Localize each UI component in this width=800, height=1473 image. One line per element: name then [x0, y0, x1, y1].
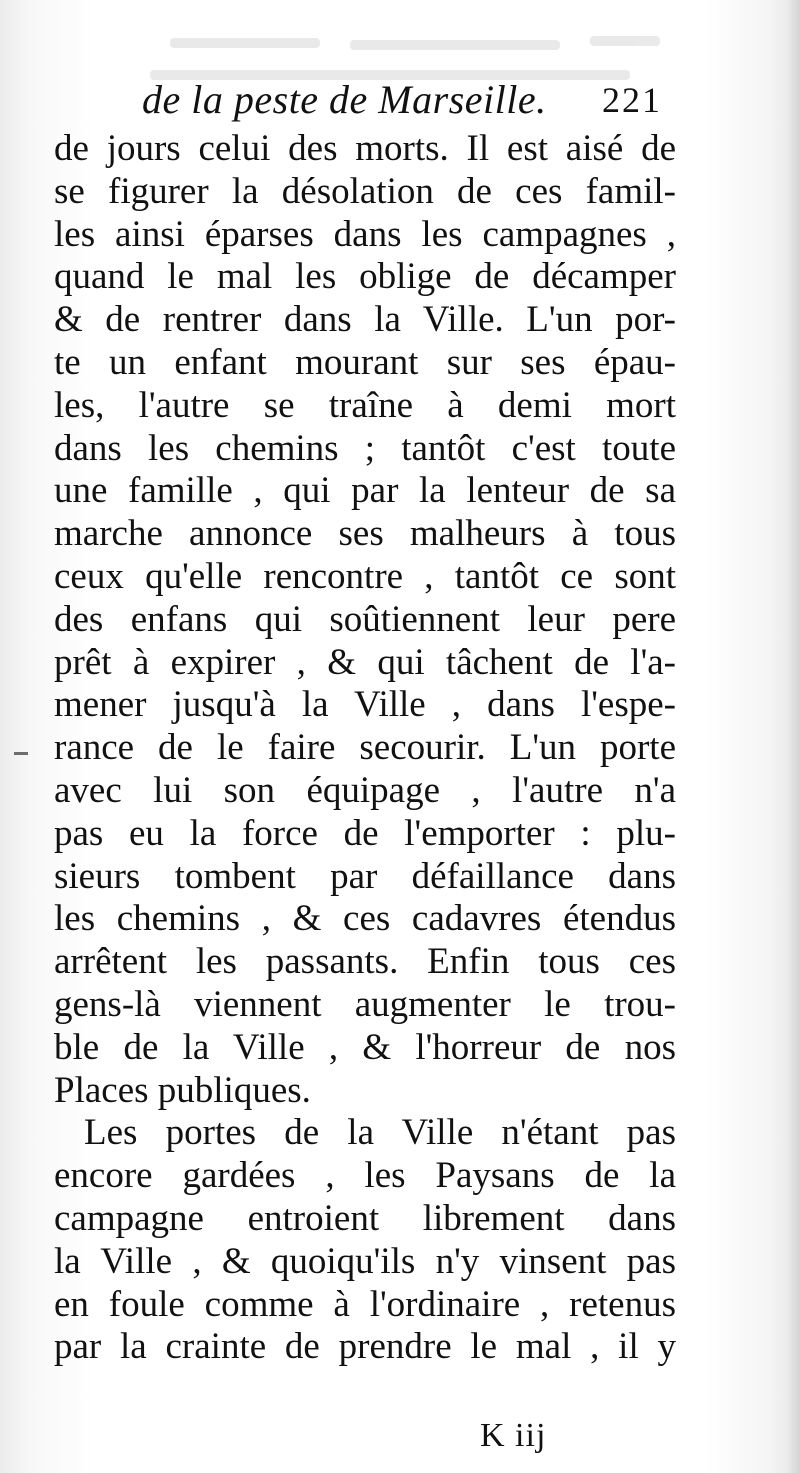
text-line: les ainsi éparses dans les campagnes ,: [54, 213, 676, 255]
page-number: 221: [602, 80, 662, 120]
text-line: prêt à expirer , & qui tâchent de l'a-: [54, 641, 676, 683]
paragraph-end-line: Places publiques.: [54, 1069, 311, 1111]
text-line: encore gardées , les Paysans de la: [54, 1155, 676, 1197]
text-line: mener jusqu'à la Ville , dans l'espe-: [54, 684, 676, 726]
running-head: [142, 72, 662, 128]
text-line: arrêtent les passants. Enfin tous ces: [54, 941, 676, 983]
text-line: pas eu la force de l'emporter : plu-: [54, 812, 676, 854]
margin-mark: [14, 752, 28, 755]
text-line: rance de le faire secourir. L'un porte: [54, 727, 676, 769]
text-line: dans les chemins ; tantôt c'est toute: [54, 427, 676, 469]
text-line: avec lui son équipage , l'autre n'a: [54, 769, 676, 811]
text-line: te un enfant mourant sur ses épau-: [54, 341, 676, 383]
text-line: marche annonce ses malheurs à tous: [54, 513, 676, 555]
signature-mark: K iij: [480, 1417, 547, 1454]
text-line: les chemins , & ces cadavres étendus: [54, 898, 676, 940]
text-line: la Ville , & quoiqu'ils n'y vinsent pas: [54, 1240, 676, 1282]
text-line: des enfans qui soûtiennent leur pere: [54, 598, 676, 640]
text-line: les, l'autre se traîne à demi mort: [54, 384, 676, 426]
text-line: ceux qu'elle rencontre , tantôt ce sont: [54, 555, 676, 597]
text-line: ble de la Ville , & l'horreur de nos: [54, 1026, 676, 1068]
page-edge-shadow: [786, 0, 800, 1473]
text-line: une famille , qui par la lenteur de sa: [54, 470, 676, 512]
text-line: se figurer la désolation de ces famil-: [54, 170, 676, 212]
text-line: par la crainte de prendre le mal , il y: [54, 1326, 676, 1368]
body-text: [54, 128, 676, 1369]
running-title: de la peste de Marseille.: [142, 77, 547, 122]
text-line: de jours celui des morts. Il est aisé de: [54, 128, 676, 169]
text-line: campagne entroient librement dans: [54, 1197, 676, 1239]
text-line: sieurs tombent par défaillance dans: [54, 855, 676, 897]
text-line: gens-là viennent augmenter le trou-: [54, 983, 676, 1025]
text-line: en foule comme à l'ordinaire , retenus: [54, 1283, 676, 1325]
text-line: & de rentrer dans la Ville. L'un por-: [54, 299, 676, 341]
paragraph-start-line: Les portes de la Ville n'étant pas: [84, 1112, 676, 1154]
text-line: quand le mal les oblige de décamper: [54, 256, 676, 298]
